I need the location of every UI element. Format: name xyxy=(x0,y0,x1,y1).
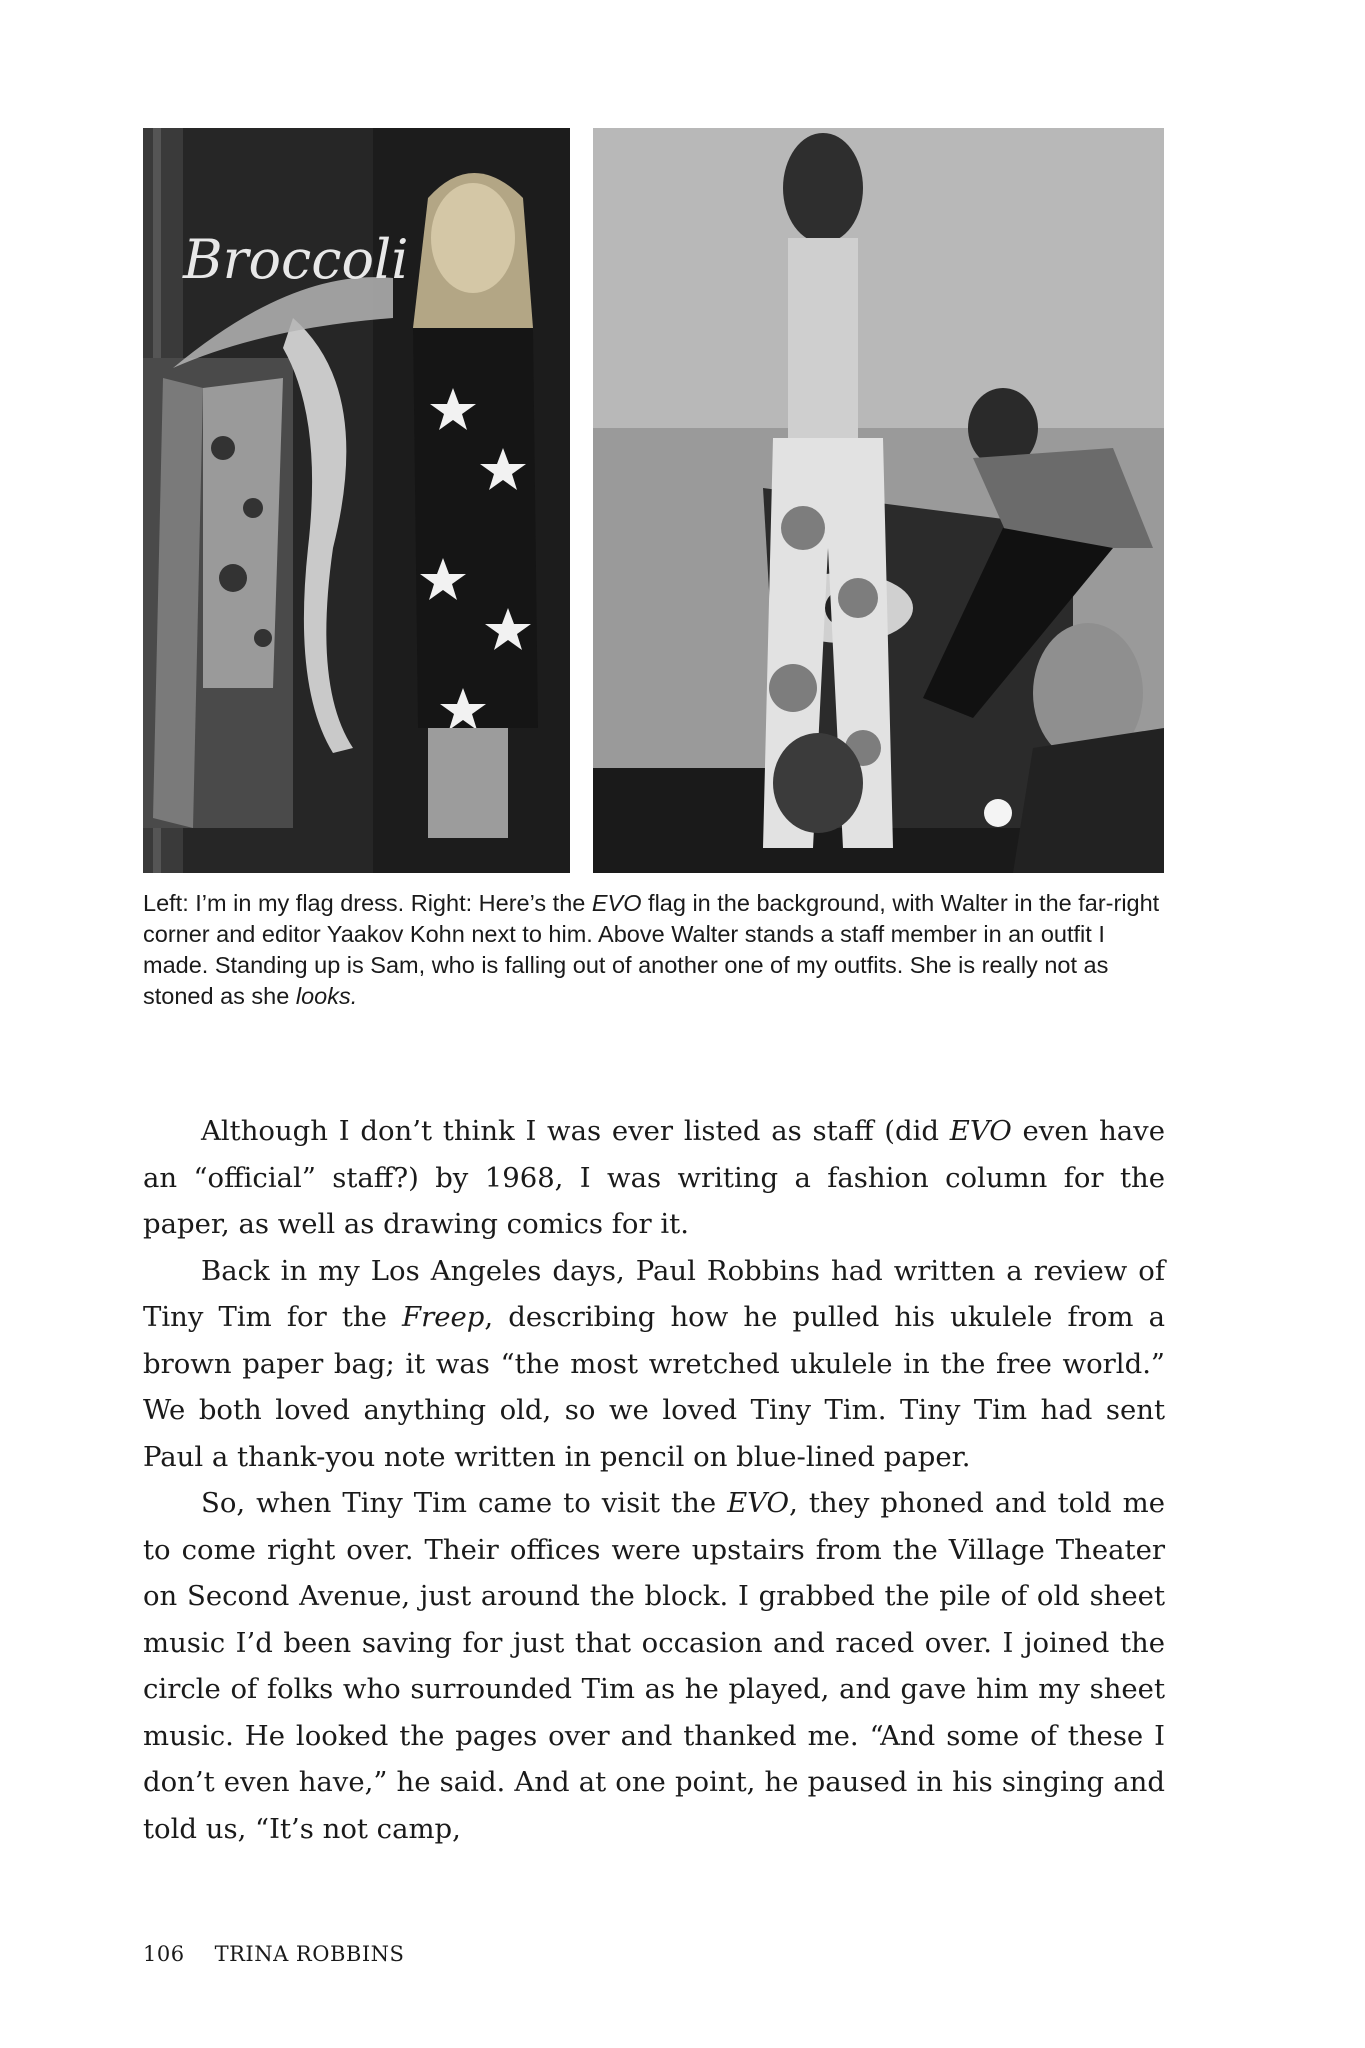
photo-left xyxy=(143,128,570,873)
photo-right-image xyxy=(593,128,1164,873)
caption-right-italic-2: looks. xyxy=(295,983,358,1009)
paragraph-1-text-b: even have an “official” staff?) by 1968, I was writing a fashion column for the paper, as well as drawing comics for it. xyxy=(143,1115,1165,1240)
photo-left-image xyxy=(143,128,570,873)
body-text xyxy=(143,1108,1165,1852)
page-footer xyxy=(143,1942,404,1966)
photo-left-overlay-text: Broccoli xyxy=(183,228,409,291)
running-head: TRINA ROBBINS xyxy=(214,1942,405,1966)
photo-caption xyxy=(143,888,1173,1012)
caption-left-text: I’m in my flag dress. xyxy=(188,890,411,916)
caption-left-label: Left: xyxy=(143,890,189,916)
paragraph-2 xyxy=(143,1248,1165,1481)
paragraph-3 xyxy=(143,1480,1165,1852)
paragraph-1-text-a: Although I don’t think I was ever listed as staff (did xyxy=(201,1115,950,1147)
paragraph-1 xyxy=(143,1108,1165,1248)
caption-right-italic-1: EVO xyxy=(591,890,642,916)
paragraph-3-text-a: So, when Tiny Tim came to visit the xyxy=(201,1487,728,1519)
paragraph-2-text-b: , describing how he pulled his ukulele from a brown paper bag; it was “the most wretched ukulele in the free world.” We both loved anything old, so we loved Tiny Tim. Tiny Tim had sent Paul a thank-you note written in pencil on blue-lined paper. xyxy=(143,1301,1165,1473)
page-number: 106 xyxy=(143,1942,185,1966)
paragraph-1-italic: EVO xyxy=(949,1115,1012,1147)
caption-right-label: Right: xyxy=(410,890,473,916)
paragraph-2-italic: Freep xyxy=(402,1301,485,1333)
paragraph-2-text-a: Back in my Los Angeles days, Paul Robbins had written a review of Tiny Tim for the xyxy=(143,1254,1165,1333)
paragraph-3-italic: EVO xyxy=(727,1487,790,1519)
caption-right-text-1: Here’s the xyxy=(472,890,592,916)
paragraph-3-text-b: , they phoned and told me to come right over. Their offices were upstairs from the Village Theater on Second Avenue, just around the block. I grabbed the pile of old sheet music I’d been saving for just that occasion and raced over. I joined the circle of folks who surrounded Tim as he played, and gave him my sheet music. He looked the pages over and thanked me. “And some of these I don’t even have,” he said. And at one point, he paused in his singing and told us, “It’s not camp, xyxy=(143,1487,1165,1845)
photo-right xyxy=(593,128,1164,873)
caption-right-text-2: flag in the background, with Walter in the far-right corner and editor Yaakov Kohn next to him. Above Walter stands a staff member in an outfit I made. Standing up is Sam, who is falling out of another one of my outfits. She is really not as stoned as she xyxy=(143,890,1160,1009)
